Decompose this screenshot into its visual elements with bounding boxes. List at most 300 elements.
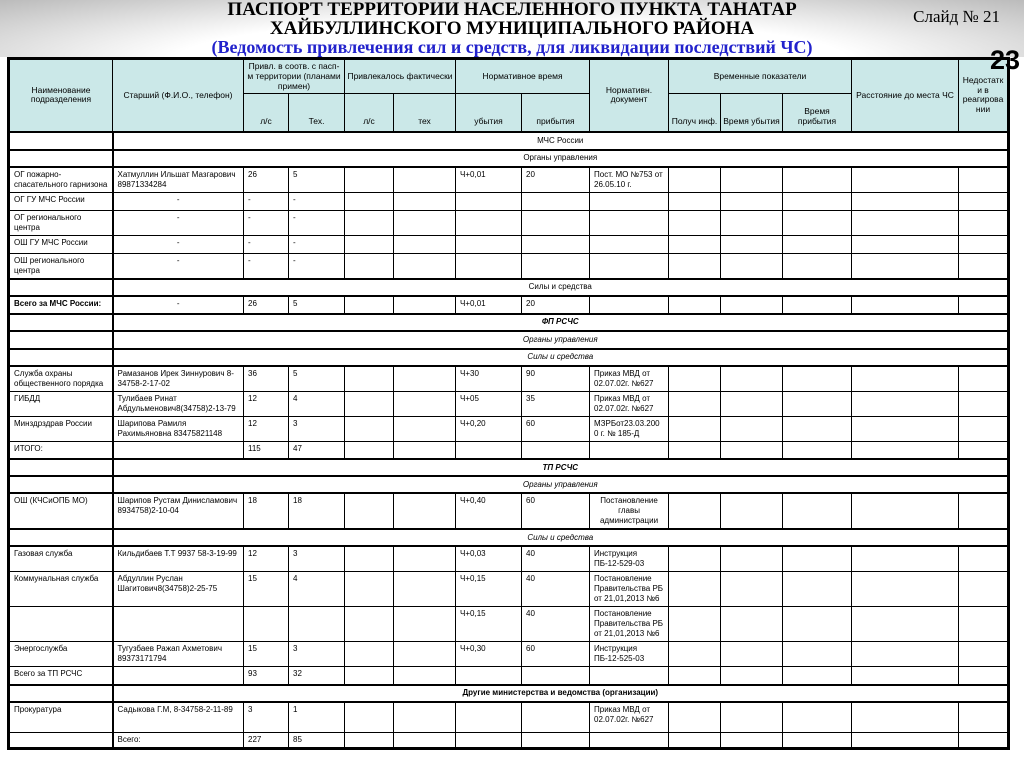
table-cell [783,546,852,572]
header-unit: Наименование подразделения [9,59,113,132]
table-cell [669,493,721,529]
table-cell [345,546,394,572]
table-cell: Ч+0,01 [456,296,522,314]
table-cell [345,493,394,529]
table-cell: 60 [522,416,590,441]
table-cell [721,235,783,253]
table-cell [669,416,721,441]
table-cell [669,572,721,607]
table-cell: Ч+0,15 [456,572,522,607]
table-cell [721,391,783,416]
header-ls-planned: л/с [244,94,289,132]
table-cell [345,441,394,459]
table-cell [394,416,456,441]
table-cell [9,685,113,702]
table-cell [721,572,783,607]
table-cell [590,235,669,253]
table-cell [852,733,959,749]
table-cell [852,416,959,441]
slide-subtitle: (Ведомость привлечения сил и средств, для ликвидации последствий ЧС) [211,37,813,57]
table-cell [669,667,721,685]
table-row [9,192,1009,210]
table-cell: - [289,210,345,235]
header-tech-planned: Тех. [289,94,345,132]
table-cell: 5 [289,296,345,314]
table-cell [959,391,1009,416]
table-cell [590,210,669,235]
section-row [9,349,1009,366]
table-cell [394,192,456,210]
table-cell: 12 [244,416,289,441]
table-row [9,235,1009,253]
table-cell [345,416,394,441]
header-norm-time-group: Нормативное время [456,59,590,94]
table-cell [721,493,783,529]
table-cell: Рамазанов Ирек Зиннурович 8-34758-2-17-02 [113,366,244,392]
table-cell [959,572,1009,607]
table-cell: 3 [289,642,345,667]
section-label: Органы управления [113,150,1009,167]
table-cell [959,416,1009,441]
table-cell: ОГ пожарно-спасательного гарнизона [9,167,113,193]
slide-title-line2: ХАЙБУЛЛИНСКОГО МУНИЦИПАЛЬНОГО РАЙОНА [269,17,755,39]
section-label: Органы управления [113,331,1009,349]
table-cell: 4 [289,391,345,416]
header-departure-time: Время убытия [721,94,783,132]
table-cell: Кильдибаев Т.Т 9937 58-3-19-99 [113,546,244,572]
table-cell [345,366,394,392]
table-cell: - [113,253,244,279]
table-cell: Всего: [113,733,244,749]
section-row [9,279,1009,296]
table-cell [783,441,852,459]
table-cell [522,192,590,210]
table-cell [456,210,522,235]
table-cell [9,733,113,749]
table-row [9,296,1009,314]
header-senior: Старший (Ф.И.О., телефон) [113,59,244,132]
table-cell [394,546,456,572]
table-cell [721,192,783,210]
table-cell [783,167,852,193]
table-cell: Коммунальная служба [9,572,113,607]
table-cell [590,296,669,314]
table-cell [721,366,783,392]
table-cell [456,253,522,279]
table-cell [959,253,1009,279]
table-cell [590,733,669,749]
table-cell: Ч+05 [456,391,522,416]
table-cell [783,607,852,642]
table-cell: 5 [289,366,345,392]
table-cell: Прокуратура [9,702,113,733]
table-cell: 26 [244,167,289,193]
table-cell: - [244,253,289,279]
table-cell [852,667,959,685]
table-row [9,366,1009,392]
table-cell: - [113,192,244,210]
table-cell: Тулибаев Ринат Абдульменович8(34758)2-13-79 [113,391,244,416]
table-cell [783,733,852,749]
table-cell: Ч+0,15 [456,607,522,642]
table-cell: - [289,192,345,210]
table-cell [852,642,959,667]
table-cell [721,546,783,572]
table-cell [456,441,522,459]
table-cell: 35 [522,391,590,416]
table-cell: 26 [244,296,289,314]
table-cell: Приказ МВД от 02.07.02г. №627 [590,366,669,392]
table-cell [113,607,244,642]
table-row [9,572,1009,607]
table-cell [345,667,394,685]
table-cell [345,167,394,193]
table-cell [345,733,394,749]
table-cell [783,253,852,279]
table-cell [721,167,783,193]
table-cell [456,667,522,685]
table-row [9,667,1009,685]
table-cell [721,253,783,279]
table-cell [456,192,522,210]
table-cell: Пост. МО №753 от 26.05.10 г. [590,167,669,193]
table-cell [959,167,1009,193]
table-cell: Инструкция ПБ-12-529-03 [590,546,669,572]
table-cell: Тугузбаев Ражап Ахметович 89373171794 [113,642,244,667]
table-cell: Шарипов Рустам Динисламович 8934758)2-10-04 [113,493,244,529]
section-row [9,331,1009,349]
table-cell [669,253,721,279]
header-actual-group: Привлекалось фактически [345,59,456,94]
table-cell: 36 [244,366,289,392]
table-cell: ИТОГО: [9,441,113,459]
header-deficiencies: Недостатки в реагировании [959,59,1009,132]
header-planned-group: Привл. в соотв. с пасп-м территории (планами примен) [244,59,345,94]
table-cell [959,733,1009,749]
slide-number-label: Слайд № 21 [913,7,1000,26]
table-cell: 15 [244,642,289,667]
table-cell [456,702,522,733]
table-cell [959,366,1009,392]
header-time-indicators-group: Временные показатели [669,59,852,94]
table-cell [9,349,113,366]
header-tech-actual: тех [394,94,456,132]
table-cell [959,546,1009,572]
table-cell [852,441,959,459]
table-cell: 227 [244,733,289,749]
table-cell: 60 [522,642,590,667]
table-cell: 5 [289,167,345,193]
table-cell: Постановление главы администрации [590,493,669,529]
table-cell: ОШ (КЧСиОПБ МО) [9,493,113,529]
table-cell [345,702,394,733]
table-cell [9,331,113,349]
title-band [0,0,1024,57]
table-cell: 40 [522,546,590,572]
header-info-received: Получ инф. [669,94,721,132]
table-cell [590,192,669,210]
table-cell [959,235,1009,253]
table-cell [394,493,456,529]
table-cell [669,642,721,667]
table-row [9,702,1009,733]
section-label: Органы управления [113,476,1009,493]
table-cell [522,733,590,749]
table-cell: - [113,296,244,314]
table-cell [959,493,1009,529]
table-cell [9,607,113,642]
table-cell: ОГ ГУ МЧС России [9,192,113,210]
table-cell: Всего за ТП РСЧС [9,667,113,685]
table-cell [852,493,959,529]
table-cell [852,607,959,642]
section-row [9,150,1009,167]
table-cell: 32 [289,667,345,685]
table-cell [669,733,721,749]
table-cell: - [289,253,345,279]
table-cell [721,416,783,441]
table-body [9,132,1009,749]
table-cell [345,391,394,416]
table-cell [721,733,783,749]
table-cell: 60 [522,493,590,529]
table-cell [9,459,113,476]
table-cell: Садыкова Г.М, 8-34758-2-11-89 [113,702,244,733]
table-cell: Ч+30 [456,366,522,392]
table-cell [394,702,456,733]
table-cell: Постановление Правительства РБ от 21,01,2013 №6 [590,607,669,642]
table-cell [669,167,721,193]
table-cell [721,296,783,314]
table-cell: 47 [289,441,345,459]
table-cell [456,733,522,749]
table-cell [959,441,1009,459]
table-cell: 20 [522,167,590,193]
table-cell [959,607,1009,642]
table-cell [783,642,852,667]
table-cell [669,702,721,733]
table-cell [522,210,590,235]
table-cell: Ч+0,40 [456,493,522,529]
slide-title [0,1,1024,56]
table-cell: Ч+0,20 [456,416,522,441]
table-cell: ОШ ГУ МЧС России [9,235,113,253]
table-cell [669,391,721,416]
table-cell [721,667,783,685]
table-cell: - [244,235,289,253]
table-cell: Ч+0,01 [456,167,522,193]
table-cell [394,572,456,607]
table-cell [345,192,394,210]
section-label: Силы и средства [113,529,1009,546]
table-cell: 93 [244,667,289,685]
table-cell [669,210,721,235]
header-distance: Расстояние до места ЧС [852,59,959,132]
table-cell [852,167,959,193]
table-cell [852,702,959,733]
table-cell [394,642,456,667]
table-cell [669,296,721,314]
table-cell [345,296,394,314]
table-cell [394,607,456,642]
table-cell [394,210,456,235]
table-cell: 3 [244,702,289,733]
table-cell [394,235,456,253]
table-cell [783,192,852,210]
table-row [9,416,1009,441]
table-cell [852,210,959,235]
table-cell: 20 [522,296,590,314]
section-row [9,132,1009,150]
table-cell: 85 [289,733,345,749]
table-cell: 12 [244,546,289,572]
table-cell: 40 [522,607,590,642]
table-cell [783,572,852,607]
table-cell: 12 [244,391,289,416]
table-cell [721,210,783,235]
table-cell [669,235,721,253]
table-cell: ОШ регионального центра [9,253,113,279]
section-row [9,529,1009,546]
table-cell: Ч+0,30 [456,642,522,667]
table-cell [113,667,244,685]
table-cell: - [244,192,289,210]
table-cell [959,210,1009,235]
table-cell: 115 [244,441,289,459]
table-cell: Газовая служба [9,546,113,572]
table-cell: Инструкция ПБ-12-525-03 [590,642,669,667]
table-row [9,733,1009,749]
header-arrival-time: Время прибытия [783,94,852,132]
table-cell: 40 [522,572,590,607]
table-cell [394,167,456,193]
table-cell [522,667,590,685]
section-label: МЧС России [113,132,1009,150]
table-cell [590,253,669,279]
table-cell: Служба охраны общественного порядка [9,366,113,392]
table-row [9,642,1009,667]
table-cell [783,493,852,529]
table-cell [113,441,244,459]
table-row [9,493,1009,529]
table-cell: Приказ МВД от 02.07.02г. №627 [590,391,669,416]
table-cell [394,253,456,279]
table-cell [522,253,590,279]
table-row [9,391,1009,416]
table-cell [959,192,1009,210]
table-cell [9,529,113,546]
header-departure: убытия [456,94,522,132]
table-cell: - [244,210,289,235]
section-label: Силы и средства [113,279,1009,296]
slide-title-line1: ПАСПОРТ ТЕРРИТОРИИ НАСЕЛЕННОГО ПУНКТА ТАНАТАР [227,0,797,20]
table-cell [394,366,456,392]
header-ls-actual: л/с [345,94,394,132]
table-cell: Минздрздрав России [9,416,113,441]
table-cell [721,642,783,667]
table-cell: 90 [522,366,590,392]
table-cell [590,667,669,685]
table-cell: - [113,235,244,253]
table-row [9,546,1009,572]
table-cell [959,296,1009,314]
page-number: 23 [989,45,1020,75]
table-cell: 1 [289,702,345,733]
table-cell: ГИБДД [9,391,113,416]
section-label: Силы и средства [113,349,1009,366]
table-cell [852,253,959,279]
table-header [9,59,1009,132]
table-cell [783,667,852,685]
table-cell: МЗРБот23.03.2000 г. № 185-Д [590,416,669,441]
table-cell [9,314,113,331]
table-cell [669,441,721,459]
table-cell [783,366,852,392]
table-cell [783,702,852,733]
table-cell: Ч+0,03 [456,546,522,572]
table-cell [669,546,721,572]
table-cell: Энергослужба [9,642,113,667]
table-cell [394,733,456,749]
table-cell [394,296,456,314]
table-cell: 3 [289,416,345,441]
table-row [9,253,1009,279]
section-row [9,476,1009,493]
table-cell [721,607,783,642]
header-arrival: прибытия [522,94,590,132]
table-cell [959,667,1009,685]
table-cell: ОГ регионального центра [9,210,113,235]
table-cell [394,391,456,416]
table-cell [9,132,113,150]
table-cell: - [113,210,244,235]
table-cell [522,235,590,253]
section-row [9,459,1009,476]
table-cell [244,607,289,642]
header-norm-doc: Нормативн. документ [590,59,669,132]
table-cell: 15 [244,572,289,607]
table-cell: Хатмуллин Ильшат Мазгарович 89871334284 [113,167,244,193]
table-cell [394,441,456,459]
table-cell [345,642,394,667]
section-label: Другие министерства и ведомства (организации) [113,685,1009,702]
table-cell [783,416,852,441]
table-cell [852,235,959,253]
table-cell [345,210,394,235]
table-cell [783,210,852,235]
table-cell: 18 [289,493,345,529]
table-cell [522,441,590,459]
table-cell [522,702,590,733]
table-cell: Постановление Правительства РБ от 21,01,2013 №6 [590,572,669,607]
table-row [9,441,1009,459]
table-cell: 3 [289,546,345,572]
table-cell [852,366,959,392]
table-cell [345,235,394,253]
table-cell [959,702,1009,733]
table-cell: Всего за МЧС России: [9,296,113,314]
section-label: ТП РСЧС [113,459,1009,476]
table-cell [783,296,852,314]
section-row [9,314,1009,331]
table-cell [394,667,456,685]
table-cell: Приказ МВД от 02.07.02г. №627 [590,702,669,733]
table-cell [9,150,113,167]
table-cell [669,366,721,392]
table-row [9,167,1009,193]
table-cell [852,296,959,314]
table-cell [345,607,394,642]
